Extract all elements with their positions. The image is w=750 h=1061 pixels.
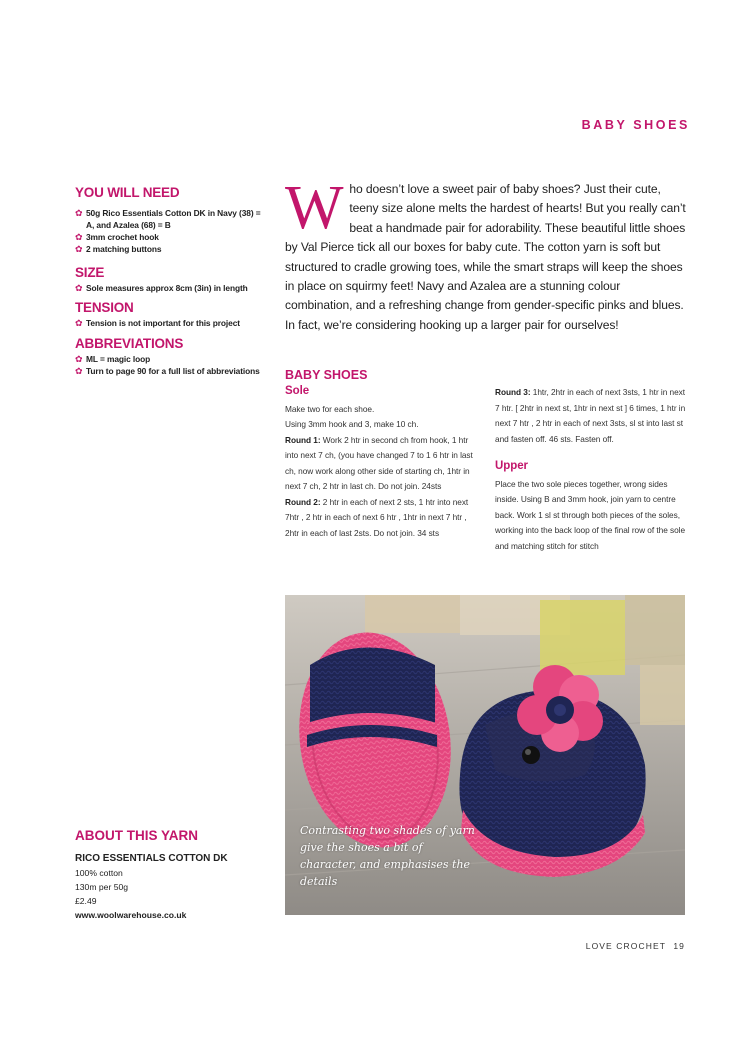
round-2-text: 2 htr in each of next 2 sts, 1 htr into next 7htr , 2 htr in each of next 6 htr , 1htr in next 7 htr , 2htr in each of last 2sts. Do not join. 34 sts (285, 496, 469, 538)
yarn-url: www.woolwarehouse.co.uk (75, 910, 187, 920)
section-title: BABY SHOES (581, 118, 690, 132)
round-1 (285, 433, 480, 495)
round-1-label: Round 1: (285, 434, 321, 445)
list-item: ✿ Sole measures approx 8cm (3in) in length (75, 283, 248, 293)
about-yarn-details (75, 852, 228, 922)
list-item: ✿ 3mm crochet hook (75, 232, 159, 242)
page-number: 19 (673, 941, 685, 951)
about-yarn-heading: ABOUT THIS YARN (75, 828, 199, 843)
magazine-name: LOVE CROCHET (585, 941, 666, 951)
page-footer (560, 941, 685, 951)
yarn-length: 130m per 50g (75, 882, 129, 892)
tension-heading: TENSION (75, 300, 134, 315)
abbreviations-section (75, 336, 265, 377)
abbreviations-heading: ABBREVIATIONS (75, 336, 184, 351)
photo-caption: Contrasting two shades of yarn give the shoes a bit of character, and emphasises the details (300, 824, 475, 888)
tension-section (75, 300, 265, 329)
you-will-need-heading: YOU WILL NEED (75, 185, 180, 200)
intro-text: ho doesn’t love a sweet pair of baby shoes? Just their cute, teeny size alone melts the hardest of hearts! But you really can’t beat a handmade pair for adorability. These beautiful little shoes by Val Pierce tick all our boxes for baby cute. The cotton yarn is soft but structured to cradle growing toes, while the smart straps will keep the shoes in place on squirmy feet! Navy and Azalea are a stunning colour combination, and a refreshing change from gender-specific pinks and blues. In fact, we’re considering hooking up a larger pair for ourselves! (285, 182, 686, 332)
sole-heading: Sole (285, 385, 310, 397)
yarn-price: £2.49 (75, 896, 97, 906)
list-item: ✿ 2 matching buttons (75, 244, 162, 254)
size-heading: SIZE (75, 265, 105, 280)
list-item: ✿ ML = magic loop (75, 354, 151, 364)
sole-line-2: Using 3mm hook and 3, make 10 ch. (285, 419, 419, 429)
round-2 (285, 495, 480, 542)
pattern-heading: BABY SHOES (285, 368, 368, 382)
flower-bullet-icon: ✿ (75, 366, 83, 376)
flower-bullet-icon: ✿ (75, 318, 83, 328)
round-2-label: Round 2: (285, 496, 321, 507)
size-section (75, 265, 265, 294)
round-3 (495, 385, 687, 447)
tension-list (75, 317, 265, 329)
round-3-text: 1htr, 2htr in each of next 3sts, 1 htr in next 7 htr. [ 2htr in next st, 1htr in next st ] 6 times, 1 htr in next 7 htr , 2 htr in each of next 3sts, sl st into last st and fasten off. 46 sts. Fasten off. (495, 387, 686, 444)
you-will-need-section (75, 185, 265, 255)
flower-bullet-icon: ✿ (75, 232, 83, 242)
upper-heading: Upper (495, 460, 528, 472)
list-item: ✿ 50g Rico Essentials Cotton DK in Navy (38) = A, and Azalea (68) = B (75, 208, 261, 230)
size-list (75, 282, 265, 294)
pattern-column-left (285, 384, 480, 541)
flower-bullet-icon: ✿ (75, 283, 83, 293)
yarn-composition: 100% cotton (75, 868, 123, 878)
upper-text: Place the two sole pieces together, wrong sides inside. Using B and 3mm hook, join yarn to centre back. Work 1 sl st through both pieces of the soles, working into the back loop of the final row of the sole and matching stitch for stitch (495, 478, 686, 551)
flower-bullet-icon: ✿ (75, 244, 83, 254)
yarn-name: RICO ESSENTIALS COTTON DK (75, 853, 228, 864)
abbreviations-list (75, 353, 265, 377)
list-item: ✿ Turn to page 90 for a full list of abbreviations (75, 366, 260, 376)
drop-cap: W (285, 174, 344, 242)
sole-line-1: Make two for each shoe. (285, 403, 375, 414)
you-will-need-list (75, 207, 265, 255)
flower-bullet-icon: ✿ (75, 208, 83, 218)
round-1-text: Work 2 htr in second ch from hook, 1 htr into next 7 ch, (you have changed 7 to 1 6 htr in last ch, now work along other side of starting ch, 1htr in next 7 ch, 2 htr in last ch. Do not join. 24sts (285, 434, 473, 491)
flower-bullet-icon: ✿ (75, 354, 83, 364)
round-3-label: Round 3: (495, 387, 531, 397)
intro-paragraph (285, 174, 690, 335)
list-item: ✿ Tension is not important for this project (75, 318, 240, 328)
pattern-column-right (495, 385, 687, 554)
